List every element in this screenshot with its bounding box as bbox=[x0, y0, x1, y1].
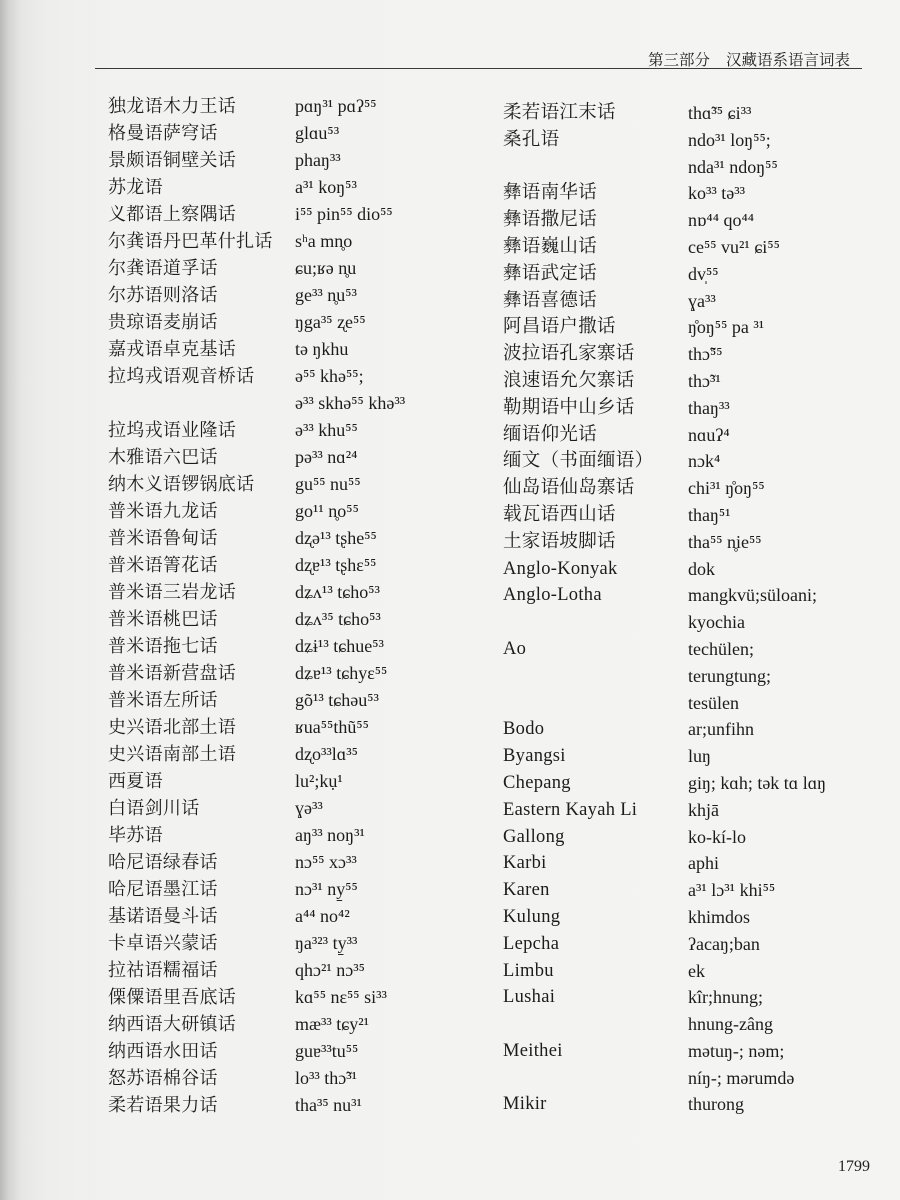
language-name: 拉坞戎语业隆话 bbox=[108, 420, 237, 441]
entry-row bbox=[108, 525, 493, 552]
entry-row bbox=[503, 368, 883, 395]
word-form: nɔk⁴ bbox=[688, 451, 721, 472]
entry-row bbox=[503, 314, 883, 341]
word-form: khjā bbox=[688, 799, 719, 820]
language-name: 纳西语大研镇话 bbox=[108, 1014, 237, 1035]
language-name: Anglo-Konyak bbox=[503, 558, 618, 579]
language-name: Anglo-Lotha bbox=[503, 585, 602, 606]
entry-row bbox=[108, 633, 493, 660]
entry-row bbox=[503, 180, 883, 207]
word-form: dʐo³³lɑ³⁵ bbox=[295, 744, 358, 764]
word-form: nɒ⁴⁴ qo⁴⁴ bbox=[688, 210, 755, 231]
entry-row bbox=[503, 556, 883, 583]
word-form: gu⁵⁵ nu⁵⁵ bbox=[295, 474, 361, 494]
language-name: 彝语武定话 bbox=[503, 263, 598, 284]
entry-row bbox=[503, 877, 883, 904]
entry-row bbox=[108, 255, 493, 282]
language-name: Kulung bbox=[503, 906, 561, 927]
entry-row bbox=[108, 903, 493, 930]
entry-continuation-row bbox=[503, 690, 883, 717]
language-name: Bodo bbox=[503, 719, 545, 740]
word-form: kîr;hnung; bbox=[688, 987, 763, 1008]
entry-row bbox=[108, 552, 493, 579]
word-form: ʁua⁵⁵thũ⁵⁵ bbox=[295, 717, 369, 737]
language-name: 波拉语孔家寨话 bbox=[503, 344, 635, 365]
entry-row bbox=[108, 579, 493, 606]
language-name: 彝语喜德话 bbox=[503, 290, 598, 311]
entry-row bbox=[108, 336, 493, 363]
entry-row bbox=[503, 395, 883, 422]
entry-row bbox=[108, 984, 493, 1011]
word-form: thaŋ⁵¹ bbox=[688, 504, 731, 525]
language-name: 彝语南华话 bbox=[503, 183, 598, 204]
entry-row bbox=[503, 127, 883, 154]
entry-row bbox=[108, 876, 493, 903]
language-name: 柔若语江末话 bbox=[503, 103, 616, 123]
entry-continuation-row bbox=[503, 154, 883, 181]
word-form: thurong bbox=[688, 1094, 744, 1115]
entry-row bbox=[108, 228, 493, 255]
entry-row bbox=[503, 770, 883, 797]
entry-row bbox=[503, 100, 883, 127]
language-name: 缅语仰光话 bbox=[503, 424, 598, 445]
entry-continuation-row bbox=[503, 1011, 883, 1038]
word-form: chi³¹ ŋ̊oŋ⁵⁵ bbox=[688, 478, 765, 499]
word-form: phaŋ³³ bbox=[295, 150, 341, 170]
language-name: 哈尼语墨江话 bbox=[108, 879, 218, 900]
entry-row bbox=[108, 417, 493, 444]
word-form: lo³³ thɔ̃³¹ bbox=[295, 1068, 358, 1088]
word-form: thɔ̃⁵⁵ bbox=[688, 344, 723, 365]
word-form: a³¹ lɔ³¹ khi⁵⁵ bbox=[688, 880, 776, 901]
word-form: dʑʌ¹³ tɕho⁵³ bbox=[295, 582, 380, 602]
word-form: nda³¹ ndoŋ⁵⁵ bbox=[688, 156, 778, 177]
running-header bbox=[648, 50, 850, 70]
word-form: thaŋ³³ bbox=[688, 397, 730, 418]
entry-row bbox=[108, 687, 493, 714]
language-name: 普米语拖七话 bbox=[108, 636, 218, 657]
entry-row bbox=[503, 904, 883, 931]
language-name: Eastern Kayah Li bbox=[503, 799, 638, 820]
language-name: 独龙语木力王话 bbox=[108, 96, 237, 117]
word-form: kɑ⁵⁵ nɛ⁵⁵ si³³ bbox=[295, 987, 387, 1007]
word-form: dʐɐ¹³ tʂhɛ⁵⁵ bbox=[295, 555, 377, 575]
word-form: sʰa mn̥o bbox=[295, 231, 353, 251]
entry-row bbox=[108, 741, 493, 768]
language-name: 普米语九龙话 bbox=[108, 501, 218, 522]
language-name: Ao bbox=[503, 638, 527, 659]
language-name: 阿昌语户撒话 bbox=[503, 317, 616, 338]
language-name: 勒期语中山乡话 bbox=[503, 397, 635, 418]
entry-row bbox=[108, 822, 493, 849]
running-header-part: 第三部分 bbox=[647, 51, 710, 69]
entry-row bbox=[108, 795, 493, 822]
language-name: 木雅语六巴话 bbox=[108, 447, 218, 468]
language-name: 基诺语曼斗话 bbox=[108, 906, 218, 927]
word-form: ɣa³³ bbox=[688, 290, 716, 311]
language-name: 纳木义语锣锅底话 bbox=[108, 474, 255, 495]
entry-row bbox=[503, 422, 883, 449]
language-name: 普米语左所话 bbox=[108, 690, 218, 711]
language-name: 贵琼语麦崩话 bbox=[108, 312, 218, 333]
entry-row bbox=[503, 984, 883, 1011]
entry-row bbox=[108, 444, 493, 471]
language-name: Gallong bbox=[503, 826, 565, 847]
word-form: pɑŋ³¹ pɑʔ⁵⁵ bbox=[295, 96, 377, 116]
language-name: 普米语桃巴话 bbox=[108, 609, 218, 630]
entry-row bbox=[108, 309, 493, 336]
language-name: 景颇语铜壁关话 bbox=[108, 150, 237, 171]
entry-row bbox=[108, 768, 493, 795]
language-name: 哈尼语绿春话 bbox=[108, 852, 218, 873]
entry-row bbox=[108, 930, 493, 957]
language-name: 嘉戎语卓克基话 bbox=[108, 339, 237, 360]
entry-row bbox=[108, 120, 493, 147]
entry-row bbox=[503, 475, 883, 502]
language-name: Lepcha bbox=[503, 933, 560, 954]
entry-row bbox=[503, 958, 883, 985]
entry-row bbox=[108, 174, 493, 201]
word-form: ko³³ tə³³ bbox=[688, 183, 746, 204]
entry-row bbox=[108, 1065, 493, 1092]
entry-row bbox=[108, 660, 493, 687]
language-name: 傈僳语里吾底话 bbox=[108, 987, 237, 1008]
word-form: tha⁵⁵ n̥ie⁵⁵ bbox=[688, 531, 762, 552]
word-form: luŋ bbox=[688, 746, 711, 767]
language-name: Mikir bbox=[503, 1094, 547, 1115]
language-name: Byangsi bbox=[503, 746, 566, 767]
word-form: ɕu;ʁə n̥u bbox=[295, 258, 357, 278]
entry-row bbox=[503, 931, 883, 958]
language-name: Meithei bbox=[503, 1040, 563, 1061]
entry-continuation-row bbox=[503, 663, 883, 690]
entry-row bbox=[503, 207, 883, 234]
word-form: ə³³ khu⁵⁵ bbox=[295, 420, 358, 440]
entry-row bbox=[503, 502, 883, 529]
language-name: 彝语撒尼话 bbox=[503, 210, 598, 231]
language-name: 尔龚语丹巴革什扎话 bbox=[108, 231, 273, 252]
word-form: kyochia bbox=[688, 612, 745, 633]
word-form: terungtung; bbox=[688, 665, 771, 686]
language-name: 载瓦语西山话 bbox=[503, 504, 616, 525]
word-form: mangkvü;süloani; bbox=[688, 585, 817, 606]
language-name: 土家语坡脚话 bbox=[503, 531, 616, 552]
header-rule bbox=[95, 68, 862, 69]
language-name: 柔若语果力话 bbox=[108, 1095, 218, 1116]
entry-row bbox=[108, 957, 493, 984]
word-form: a³¹ koŋ⁵³ bbox=[295, 177, 357, 197]
entry-row bbox=[503, 1091, 883, 1118]
language-name: 史兴语北部土语 bbox=[108, 717, 237, 738]
word-form: nɑuʔ⁴ bbox=[688, 424, 730, 445]
language-name: 尔苏语则洛话 bbox=[108, 285, 218, 306]
word-form: ko-kí-lo bbox=[688, 826, 746, 847]
entry-row bbox=[108, 498, 493, 525]
language-name: Chepang bbox=[503, 772, 571, 793]
language-name: 怒苏语棉谷话 bbox=[108, 1068, 218, 1089]
left-column bbox=[108, 93, 493, 1119]
entry-row bbox=[503, 448, 883, 475]
word-form: ar;unfihn bbox=[688, 719, 754, 740]
language-name: Karen bbox=[503, 880, 550, 901]
word-form: ɣə³³ bbox=[295, 798, 323, 818]
language-name: Karbi bbox=[503, 853, 547, 874]
entry-row bbox=[503, 582, 883, 609]
entry-row bbox=[503, 341, 883, 368]
entry-row bbox=[108, 363, 493, 390]
word-form: tha³⁵ nu³¹ bbox=[295, 1095, 362, 1115]
entry-row bbox=[108, 606, 493, 633]
language-name: 缅文（书面缅语） bbox=[503, 451, 654, 472]
language-name: Limbu bbox=[503, 960, 554, 981]
word-form: ŋ̊oŋ⁵⁵ pa ³¹ bbox=[688, 317, 765, 338]
word-form: ə⁵⁵ khə⁵⁵; bbox=[295, 366, 364, 386]
language-name: 毕苏语 bbox=[108, 825, 163, 846]
word-form: mətuŋ-; nəm; bbox=[688, 1040, 785, 1061]
word-form: pə³³ nɑ²⁴ bbox=[295, 447, 358, 467]
word-form: dʐə¹³ tʂhe⁵⁵ bbox=[295, 528, 377, 548]
language-name: 格曼语萨穹话 bbox=[108, 123, 218, 144]
word-form: ge³³ n̥u⁵³ bbox=[295, 285, 357, 305]
page-number: 1799 bbox=[838, 1158, 870, 1175]
entry-row bbox=[108, 849, 493, 876]
word-form: thɔ̃³¹ bbox=[688, 370, 721, 391]
language-name: 仙岛语仙岛寨话 bbox=[503, 478, 635, 499]
entry-row bbox=[108, 1038, 493, 1065]
word-form: giŋ; kɑh; tək tɑ lɑŋ bbox=[688, 772, 827, 793]
language-name: 桑孔语 bbox=[503, 129, 560, 150]
entry-row bbox=[503, 797, 883, 824]
word-form: ʔacaŋ;ban bbox=[688, 933, 760, 954]
right-column bbox=[503, 100, 883, 1118]
language-name: 尔龚语道孚话 bbox=[108, 258, 218, 279]
entry-row bbox=[503, 743, 883, 770]
language-name: 苏龙语 bbox=[108, 177, 163, 198]
word-form: tesülen bbox=[688, 692, 739, 713]
word-form: a⁴⁴ no⁴² bbox=[295, 906, 350, 926]
entry-row bbox=[108, 1011, 493, 1038]
entry-continuation-row bbox=[503, 1065, 883, 1092]
word-form: nɔ³¹ ny̠⁵⁵ bbox=[295, 879, 358, 899]
language-name: Lushai bbox=[503, 987, 556, 1008]
entry-row bbox=[503, 850, 883, 877]
word-form: hnung-zâng bbox=[688, 1014, 773, 1035]
entry-row bbox=[108, 147, 493, 174]
language-name: 纳西语水田话 bbox=[108, 1041, 218, 1062]
word-form: lu²;kụ¹ bbox=[295, 771, 343, 791]
entry-row bbox=[503, 234, 883, 261]
entry-row bbox=[503, 261, 883, 288]
entry-row bbox=[108, 282, 493, 309]
word-form: níŋ-; mərumdə bbox=[688, 1067, 795, 1088]
entry-continuation-row bbox=[503, 609, 883, 636]
entry-continuation-row bbox=[108, 390, 493, 417]
language-name: 义都语上察隅话 bbox=[108, 204, 237, 225]
language-name: 拉祜语糯福话 bbox=[108, 960, 218, 981]
word-form: ndo³¹ loŋ⁵⁵; bbox=[688, 129, 771, 150]
word-form: i⁵⁵ pin⁵⁵ dio⁵⁵ bbox=[295, 204, 393, 224]
word-form: qhɔ²¹ nɔ³⁵ bbox=[295, 960, 365, 980]
word-form: ŋga³⁵ ʐe⁵⁵ bbox=[295, 312, 366, 332]
entry-row bbox=[108, 201, 493, 228]
entry-row bbox=[108, 1092, 493, 1119]
language-name: 普米语三岩龙话 bbox=[108, 582, 237, 603]
entry-row bbox=[503, 636, 883, 663]
entry-row bbox=[503, 716, 883, 743]
entry-row bbox=[108, 93, 493, 120]
word-form: gõ¹³ tɕhəu⁵³ bbox=[295, 690, 379, 710]
word-form: aphi bbox=[688, 853, 719, 874]
entry-row bbox=[503, 529, 883, 556]
word-form: dok bbox=[688, 558, 715, 579]
word-form: thɑ̃³⁵ ɕi³³ bbox=[688, 103, 752, 123]
word-form: dʑɐ¹³ tɕhyɛ⁵⁵ bbox=[295, 663, 388, 683]
word-form: mæ³³ tɕy²¹ bbox=[295, 1014, 370, 1034]
entry-row bbox=[503, 288, 883, 315]
word-form: khimdos bbox=[688, 906, 751, 927]
language-name: 彝语巍山话 bbox=[503, 236, 598, 257]
word-form: glɑu⁵³ bbox=[295, 123, 340, 143]
language-name: 白语剑川话 bbox=[108, 798, 200, 819]
language-name: 普米语新营盘话 bbox=[108, 663, 237, 684]
word-form: dʑɨ¹³ tɕhue⁵³ bbox=[295, 636, 384, 656]
word-form: tə ŋkhu bbox=[295, 339, 349, 359]
language-name: 普米语箐花话 bbox=[108, 555, 218, 576]
word-form: ŋa³²³ ty̠³³ bbox=[295, 933, 358, 953]
language-name: 拉坞戎语观音桥话 bbox=[108, 366, 255, 387]
word-form: guɐ³³tu⁵⁵ bbox=[295, 1041, 359, 1061]
word-form: dv̩⁵⁵ bbox=[688, 263, 719, 284]
running-header-title: 汉藏语系语言词表 bbox=[725, 51, 850, 69]
word-form: nɔ⁵⁵ xɔ³³ bbox=[295, 852, 357, 872]
entry-row bbox=[108, 714, 493, 741]
word-form: go¹¹ n̥o⁵⁵ bbox=[295, 501, 359, 521]
entry-row bbox=[503, 1038, 883, 1065]
language-name: 卡卓语兴蒙话 bbox=[108, 933, 218, 954]
language-name: 普米语鲁甸话 bbox=[108, 528, 218, 549]
word-form: dʑʌ³⁵ tɕho⁵³ bbox=[295, 609, 381, 629]
word-form: ce⁵⁵ vu²¹ ɕi⁵⁵ bbox=[688, 236, 780, 257]
entry-row bbox=[108, 471, 493, 498]
word-form: ə³³ skhə⁵⁵ khə³³ bbox=[295, 393, 406, 413]
word-form: ek bbox=[688, 960, 705, 981]
language-name: 史兴语南部土语 bbox=[108, 744, 237, 765]
entry-row bbox=[503, 824, 883, 851]
language-name: 浪速语允欠寨话 bbox=[503, 370, 635, 391]
word-form: aŋ³³ noŋ³¹ bbox=[295, 825, 365, 845]
word-form: techülen; bbox=[688, 638, 754, 659]
language-name: 西夏语 bbox=[108, 771, 163, 792]
